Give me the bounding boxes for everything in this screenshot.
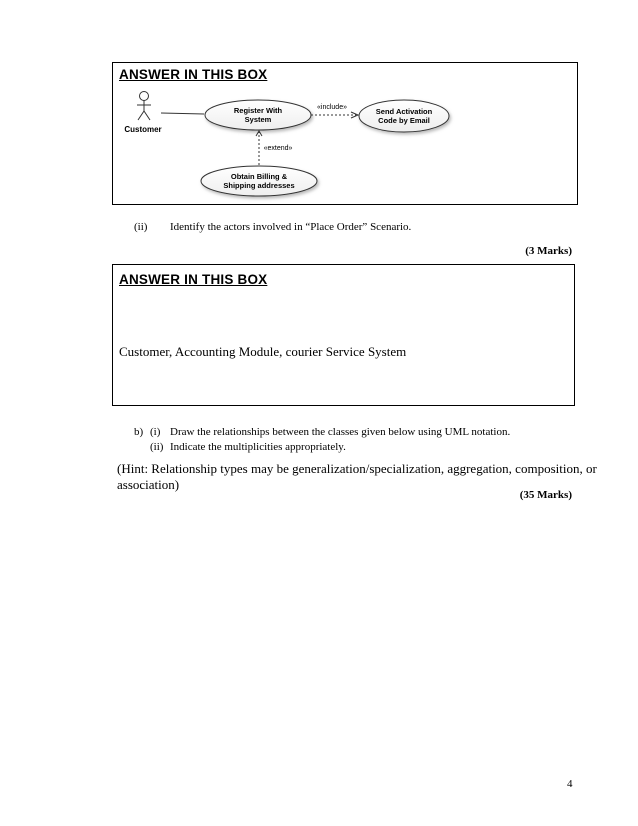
- use-case-register-line2: System: [244, 115, 272, 124]
- answer-box-1: [112, 62, 578, 205]
- question-ii-text: Identify the actors involved in “Place Order” Scenario.: [170, 221, 412, 233]
- use-case-register-line1: Register With: [233, 106, 283, 115]
- hint-line-1: (Hint: Relationship types may be generalization/specialization, aggregation, composition, or: [117, 461, 597, 476]
- question-b-part-i-number: (i): [150, 426, 161, 438]
- question-b-part-ii: Indicate the multiplicities appropriately.: [170, 441, 346, 453]
- actor-label: Customer: [124, 125, 162, 134]
- use-case-send-line2: Code by Email: [378, 116, 430, 125]
- question-b-prefix: b): [134, 426, 144, 438]
- question-b-part-i: Draw the relationships between the classes given below using UML notation.: [170, 426, 511, 438]
- answer-text: Customer, Accounting Module, courier Service System: [119, 344, 407, 359]
- question-b-marks: (35 Marks): [519, 489, 572, 501]
- answer-box-title: ANSWER IN THIS BOX: [119, 67, 268, 82]
- answer-box-title: ANSWER IN THIS BOX: [119, 272, 268, 287]
- question-ii-marks: (3 Marks): [525, 245, 572, 257]
- question-b-part-ii-number: (ii): [150, 441, 164, 453]
- question-ii-number: (ii): [134, 221, 148, 233]
- extend-label: «extend»: [263, 145, 293, 152]
- include-label: «include»: [317, 104, 347, 111]
- association-line: [161, 113, 204, 114]
- answer-box-2: [112, 264, 575, 406]
- page-number: 4: [567, 778, 573, 790]
- use-case-send-line1: Send Activation: [375, 107, 433, 116]
- hint-line-2: association): [117, 477, 180, 492]
- actor-customer: [137, 92, 151, 121]
- use-case-billing-line2: Shipping addresses: [223, 181, 295, 190]
- use-case-diagram: [113, 63, 579, 206]
- use-case-billing-line1: Obtain Billing &: [230, 172, 288, 181]
- use-case-billing: [201, 166, 317, 196]
- use-case-send-activation: [359, 100, 449, 132]
- use-case-register: [205, 100, 311, 130]
